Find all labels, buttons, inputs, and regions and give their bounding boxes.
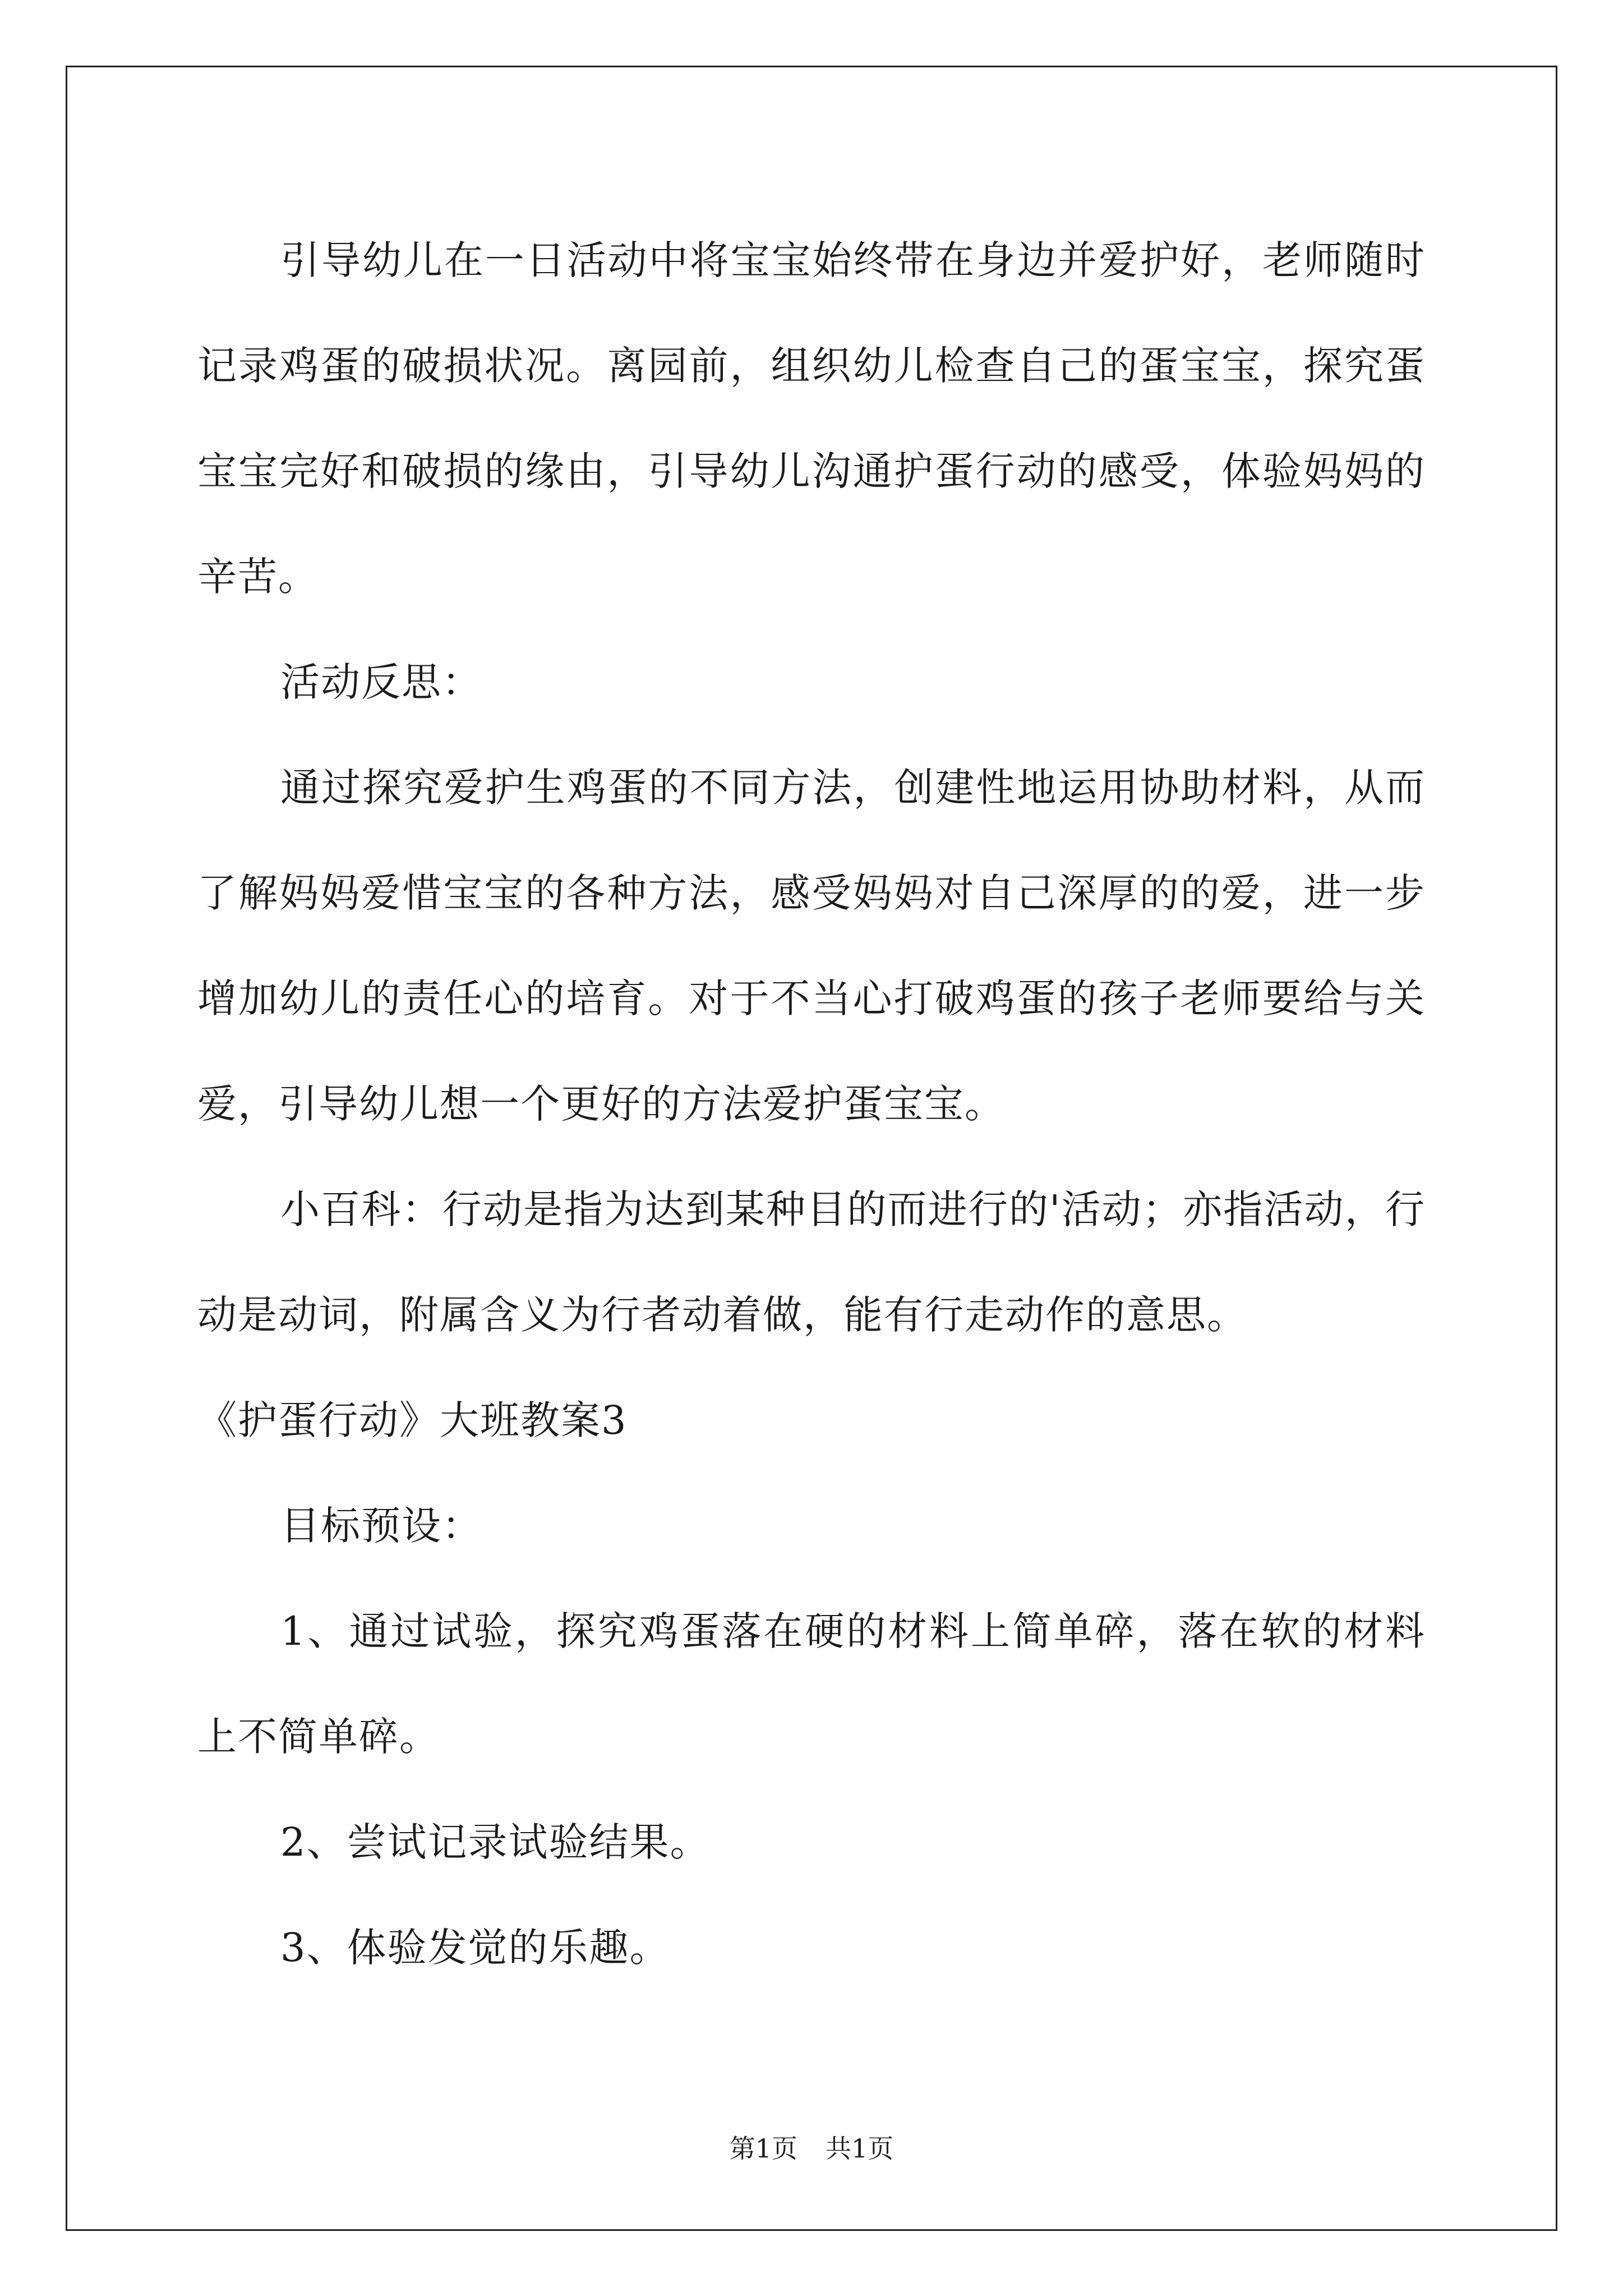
- page-total: 共1页: [826, 2133, 894, 2164]
- paragraph-goals-heading: 目标预设：: [280, 1503, 482, 1549]
- paragraph-encyclopedia: 小百科：行动是指为达到某种目的而进行的'活动；亦指活动，行动是动词，附属含义为行者动着做，能有行走动作的意思。: [197, 1186, 1426, 1338]
- page-number: 第1页: [729, 2133, 797, 2164]
- paragraph-reflection: 通过探究爱护生鸡蛋的不同方法，创建性地运用协助材料，从而了解妈妈爱惜宝宝的各种方法，感受妈妈对自己深厚的的爱，进一步增加幼儿的责任心的培育。对于不当心打破鸡蛋的孩子老师要给与关爱，引导幼儿想一个更好的方法爱护蛋宝宝。: [197, 765, 1426, 1127]
- goal-item-2: 2、尝试记录试验结果。: [280, 1819, 711, 1865]
- paragraph-reflection-heading: 活动反思：: [280, 659, 482, 705]
- goal-item-3: 3、体验发觉的乐趣。: [280, 1925, 670, 1971]
- section-title: 《护蛋行动》大班教案3: [197, 1397, 628, 1443]
- paragraph-activity-record: 引导幼儿在一日活动中将宝宝始终带在身边并爱护好，老师随时记录鸡蛋的破损状况。离园前，组织幼儿检查自己的蛋宝宝，探究蛋宝宝完好和破损的缘由，引导幼儿沟通护蛋行动的感受，体验妈妈的辛苦。: [197, 237, 1426, 600]
- document-body: [197, 208, 1426, 2000]
- page-footer: [0, 2132, 1623, 2165]
- goal-item-1: 1、通过试验，探究鸡蛋落在硬的材料上简单碎，落在软的材料上不简单碎。: [197, 1608, 1426, 1760]
